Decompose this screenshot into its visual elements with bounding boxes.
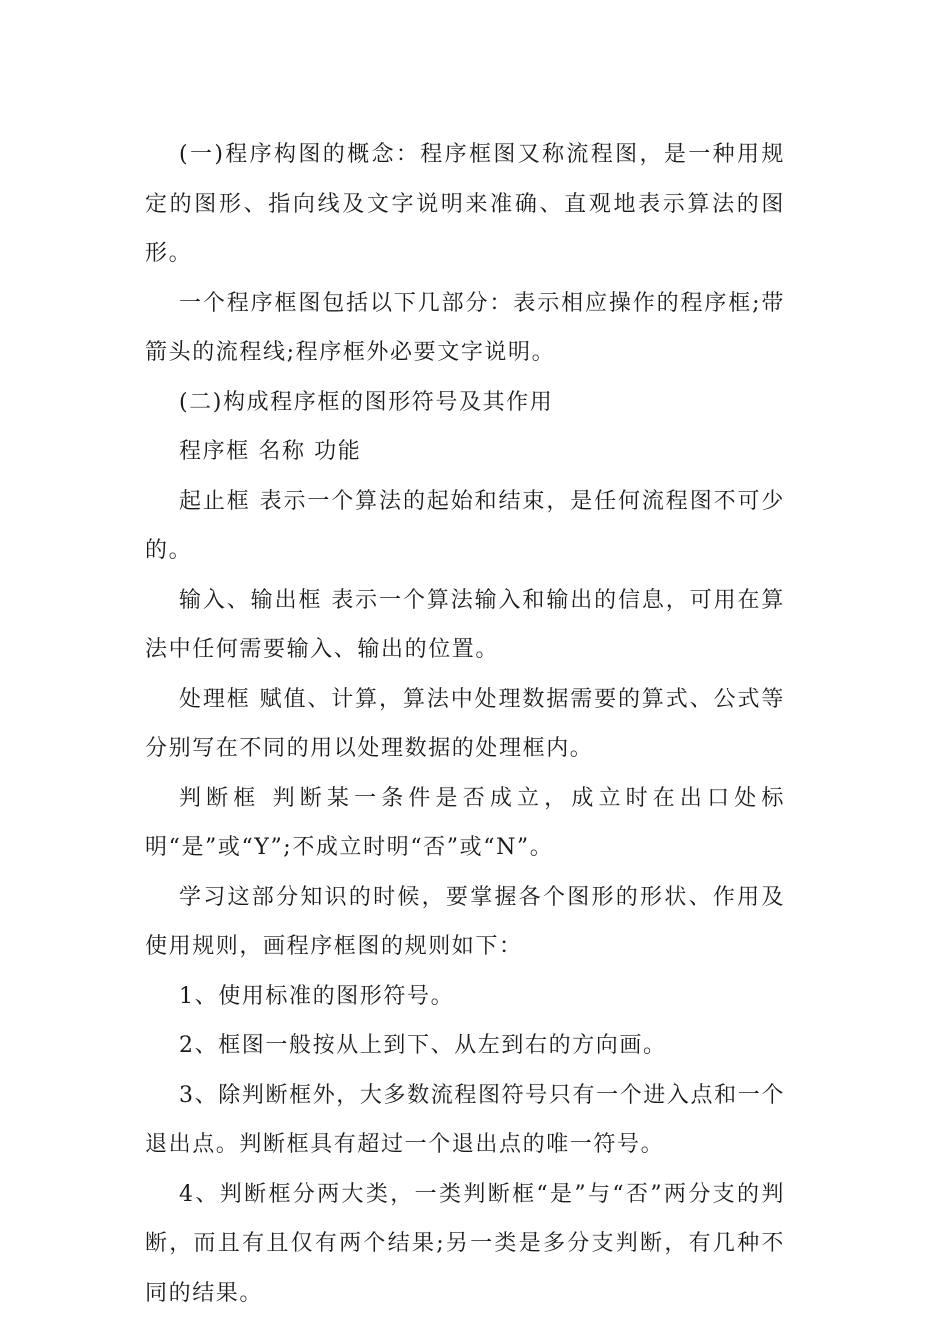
paragraph-section-two-heading: (二)构成程序框的图形符号及其作用: [179, 389, 554, 415]
document-body: [145, 130, 785, 1318]
paragraph-rule-1: 1、使用标准的图形符号。: [179, 983, 455, 1009]
paragraph-table-header: 程序框 名称 功能: [179, 439, 362, 464]
paragraph-rule-4: 4、判断框分两大类，一类判断框“是”与“否”两分支的判断，而且有且仅有两个结果;另一类是多分支判断，有几种不同的结果。: [145, 1181, 785, 1306]
paragraph-decision-box: 判断框 判断某一条件是否成立，成立时在出口处标明“是”或“Y”;不成立时明“否”或“N”。: [145, 785, 785, 860]
paragraph-components: 一个程序框图包括以下几部分：表示相应操作的程序框;带箭头的流程线;程序框外必要文字说明。: [145, 290, 785, 365]
paragraph-concept: (一)程序构图的概念：程序框图又称流程图，是一种用规定的图形、指向线及文字说明来准确、直观地表示算法的图形。: [145, 142, 785, 266]
paragraph-process-box: 处理框 赋值、计算，算法中处理数据需要的算式、公式等分别写在不同的用以处理数据的处理框内。: [145, 686, 785, 761]
paragraph-rule-2: 2、框图一般按从上到下、从左到右的方向画。: [179, 1033, 667, 1058]
paragraph-io-box: 输入、输出框 表示一个算法输入和输出的信息，可用在算法中任何需要输入、输出的位置。: [145, 587, 785, 662]
paragraph-rule-3: 3、除判断框外，大多数流程图符号只有一个进入点和一个退出点。判断框具有超过一个退出点的唯一符号。: [145, 1082, 785, 1157]
paragraph-start-end-box: 起止框 表示一个算法的起始和结束，是任何流程图不可少的。: [145, 488, 785, 563]
paragraph-learning-rules: 学习这部分知识的时候，要掌握各个图形的形状、作用及使用规则，画程序框图的规则如下：: [145, 884, 785, 959]
